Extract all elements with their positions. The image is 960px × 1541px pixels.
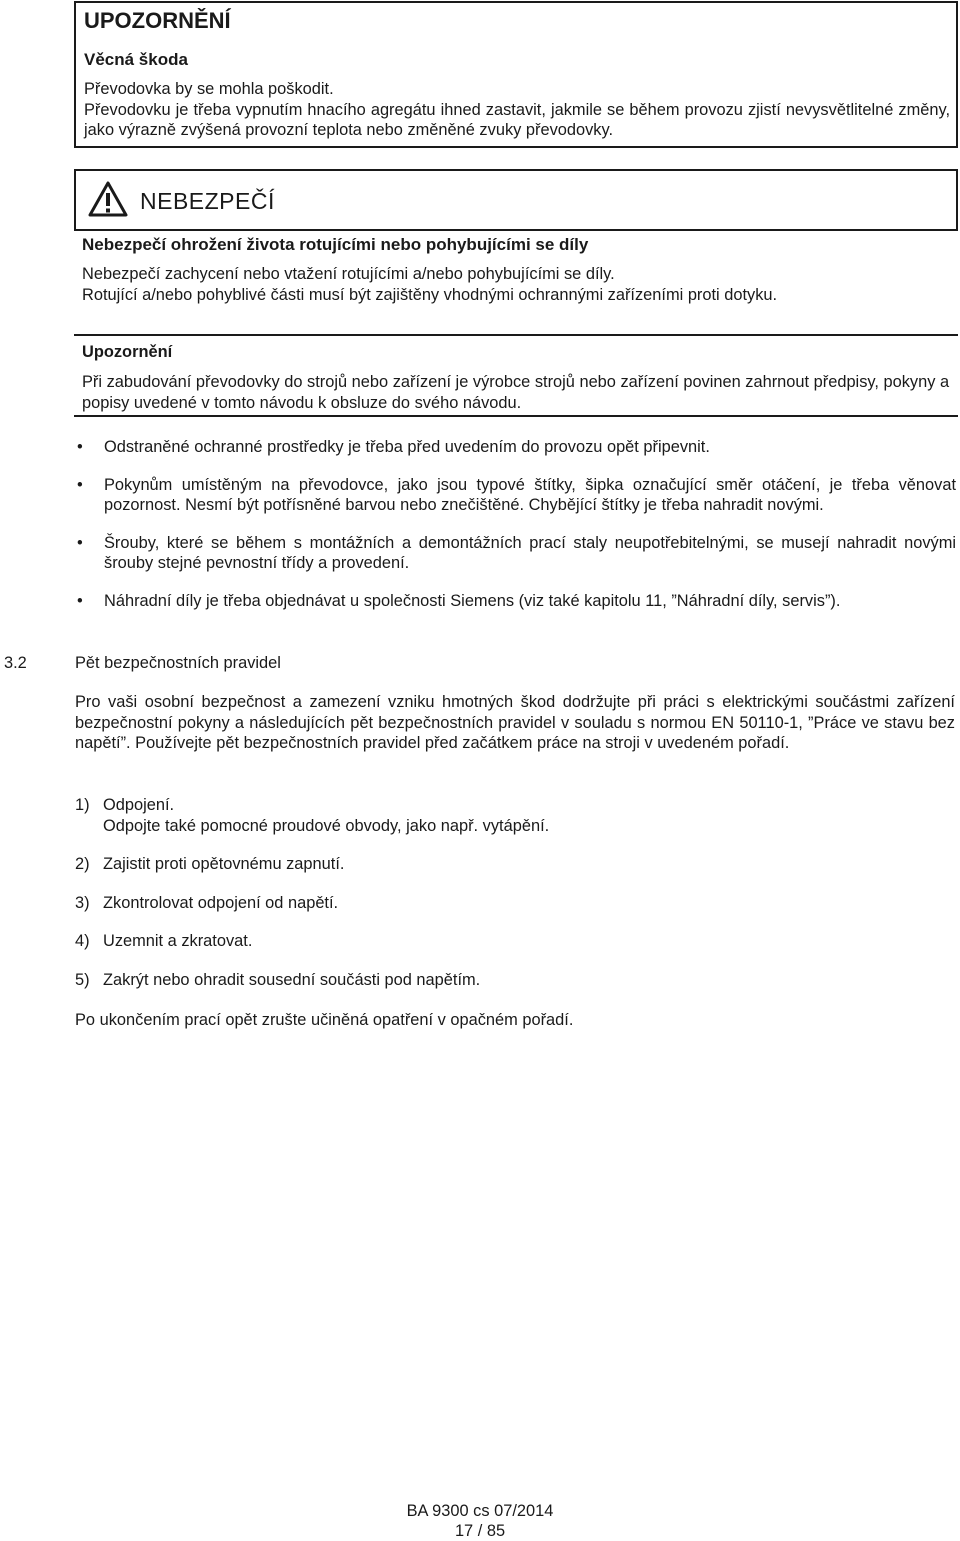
list-item bbox=[75, 931, 955, 952]
closing-text: Po ukončením prací opět zrušte učiněná opatření v opačném pořadí. bbox=[75, 1011, 574, 1029]
list-item bbox=[75, 854, 955, 875]
danger-subtitle: Nebezpečí ohrožení života rotujícími nebo pohybujícími se díly bbox=[82, 235, 589, 254]
rule-text: Uzemnit a zkratovat. bbox=[103, 932, 253, 950]
note-title: Upozornění bbox=[82, 343, 173, 361]
rule-number: 1) bbox=[75, 796, 90, 814]
bullet-icon: • bbox=[77, 533, 83, 552]
list-item-text: Náhradní díly je třeba objednávat u společnosti Siemens (viz také kapitolu 11, ”Náhradní díly, servis”). bbox=[104, 591, 841, 610]
notice-title: UPOZORNĚNÍ bbox=[84, 8, 231, 33]
list-item bbox=[74, 437, 956, 458]
note-body: Při zabudování převodovky do strojů nebo zařízení je výrobce strojů nebo zařízení povinen zahrnout předpisy, pokyny a popisy uvedené v tomto návodu k obsluze do svého návodu. bbox=[82, 373, 950, 412]
page-number: 17 / 85 bbox=[454, 1522, 506, 1540]
notice-line-2: Převodovku je třeba vypnutím hnacího agregátu ihned zastavit, jakmile se během provozu zjistí nevysvětlitelné změny, jako výrazně zvýšená provozní teplota nebo změněné zvuky převodovky. bbox=[84, 100, 950, 139]
bullet-icon: • bbox=[77, 475, 83, 494]
rule-number: 2) bbox=[75, 855, 90, 873]
notice-box bbox=[74, 1, 958, 148]
rule-number: 4) bbox=[75, 932, 90, 950]
bullet-icon: • bbox=[77, 438, 83, 456]
rule-text: Zkontrolovat odpojení od napětí. bbox=[103, 893, 339, 912]
list-item-text: Pokynům umístěným na převodovce, jako jsou typové štítky, šipka označující směr otáčení, je třeba věnovat pozornost. Nesmí být potřísněné barvou nebo znečištěné. Chybějící štítky je třeba nahradit novými. bbox=[104, 475, 956, 514]
list-item bbox=[74, 591, 956, 612]
note-divider-top bbox=[74, 334, 958, 336]
section-title: Pět bezpečnostních pravidel bbox=[75, 654, 281, 672]
danger-line-2: Rotující a/nebo pohyblivé části musí být zajištěny vhodnými ochrannými zařízeními proti dotyku. bbox=[82, 285, 778, 304]
notice-line-1: Převodovka by se mohla poškodit. bbox=[84, 80, 334, 98]
bullet-list bbox=[74, 437, 956, 628]
rule-text: Zajistit proti opětovnému zapnutí. bbox=[103, 855, 345, 873]
rule-text: Odpojení. bbox=[103, 796, 175, 814]
notice-body bbox=[84, 79, 950, 141]
danger-box bbox=[74, 169, 958, 231]
note-divider-bottom bbox=[74, 415, 958, 417]
danger-line-1: Nebezpečí zachycení nebo vtažení rotujícími a/nebo pohybujícími se díly. bbox=[82, 265, 615, 283]
section-intro: Pro vaši osobní bezpečnost a zamezení vzniku hmotných škod dodržujte při práci s elektrickými součástmi zařízení bezpečnostní pokyny a následujících pět bezpečnostních pravidel v souladu s normou EN 50110-1, ”Práce ve stavu bez napětí”. Používejte pět bezpečnostních pravidel před začátkem práce na stroji v uvedeném pořadí. bbox=[75, 693, 955, 752]
danger-title: NEBEZPEČÍ bbox=[140, 188, 275, 214]
list-item-text: Odstraněné ochranné prostředky je třeba před uvedením do provozu opět připevnit. bbox=[104, 438, 710, 456]
list-item bbox=[75, 893, 955, 914]
list-item-text: Šrouby, které se během s montážních a demontážních prací staly neupotřebitelnými, se musejí nahradit novými šrouby stejné pevnostní třídy a provedení. bbox=[104, 533, 956, 572]
section-number: 3.2 bbox=[4, 654, 27, 672]
rule-text-detail: Odpojte také pomocné proudové obvody, jako např. vytápění. bbox=[103, 816, 550, 835]
rule-text: Zakrýt nebo ohradit sousední součásti pod napětím. bbox=[103, 970, 481, 989]
list-item bbox=[74, 475, 956, 516]
notice-subtitle: Věcná škoda bbox=[84, 50, 188, 69]
rules-list bbox=[75, 795, 955, 1008]
danger-body bbox=[82, 264, 952, 305]
list-item bbox=[74, 533, 956, 574]
rule-number: 5) bbox=[75, 970, 90, 989]
bullet-icon: • bbox=[77, 591, 83, 610]
rule-number: 3) bbox=[75, 893, 90, 912]
warning-triangle-icon bbox=[88, 181, 128, 222]
list-item bbox=[75, 795, 955, 836]
footer-doc-id: BA 9300 cs 07/2014 bbox=[406, 1502, 554, 1520]
list-item bbox=[75, 970, 955, 991]
